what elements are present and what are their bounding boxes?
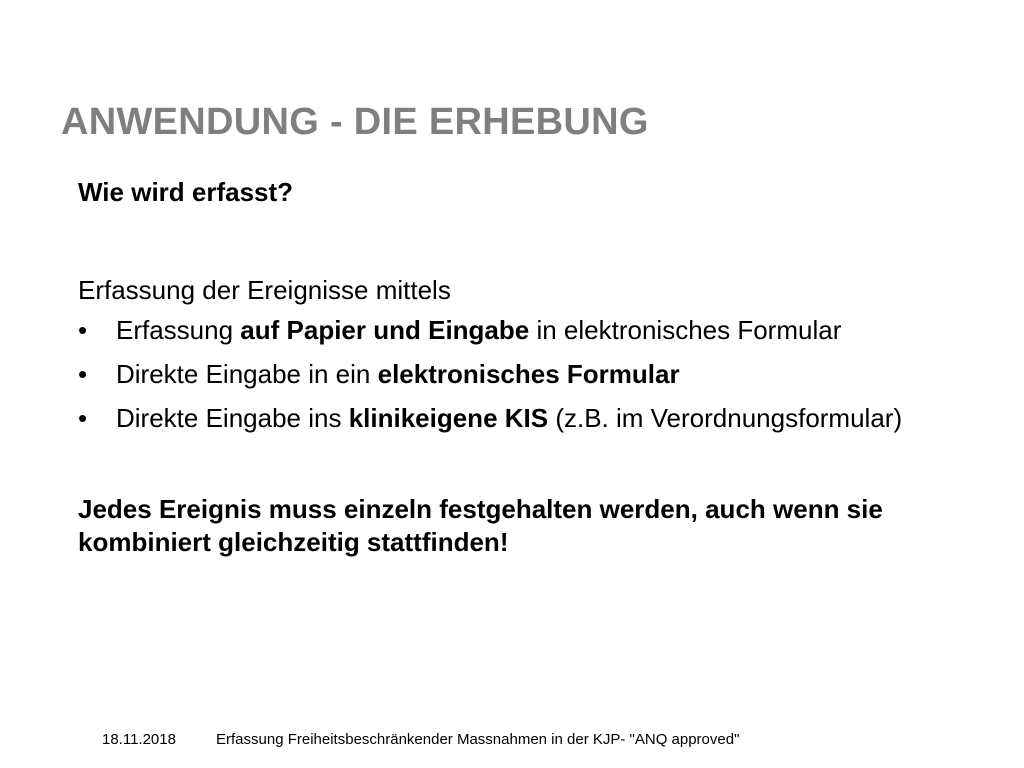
bullet-item [78,402,978,435]
bullet-marker: • [78,359,88,389]
bullet-text-regular: Erfassung [116,315,241,345]
bullet-text-regular: Direkte Eingabe ins [116,403,349,433]
bullet-list [78,314,978,435]
bullet-text-bold: elektronisches Formular [377,359,680,389]
bullet-text-bold: auf Papier und Eingabe [240,315,530,345]
bullet-text-regular: (z.B. im Verordnungsformular) [548,403,903,433]
emphasis-note: Jedes Ereignis muss einzeln festgehalten werden, auch wenn sie kombiniert gleichzeitig stattfinden! [78,494,883,557]
bullet-item [78,358,978,391]
slide-content [78,172,978,559]
intro-text: Erfassung der Ereignisse mittels [78,275,451,305]
bullet-text-regular: in elektronisches Formular [529,315,842,345]
slide-title: ANWENDUNG - DIE ERHEBUNG [61,101,649,143]
bullet-text-bold: klinikeigene KIS [348,403,549,433]
bullet-marker: • [78,403,88,433]
bullet-item [78,314,978,347]
bullet-marker: • [78,315,88,345]
footer-date: 18.11.2018 [102,731,176,748]
question-heading: Wie wird erfasst? [78,177,294,207]
bullet-text-regular: Direkte Eingabe in ein [116,359,378,389]
footer-text: Erfassung Freiheitsbeschränkender Massnahmen in der KJP- "ANQ approved" [216,731,740,748]
